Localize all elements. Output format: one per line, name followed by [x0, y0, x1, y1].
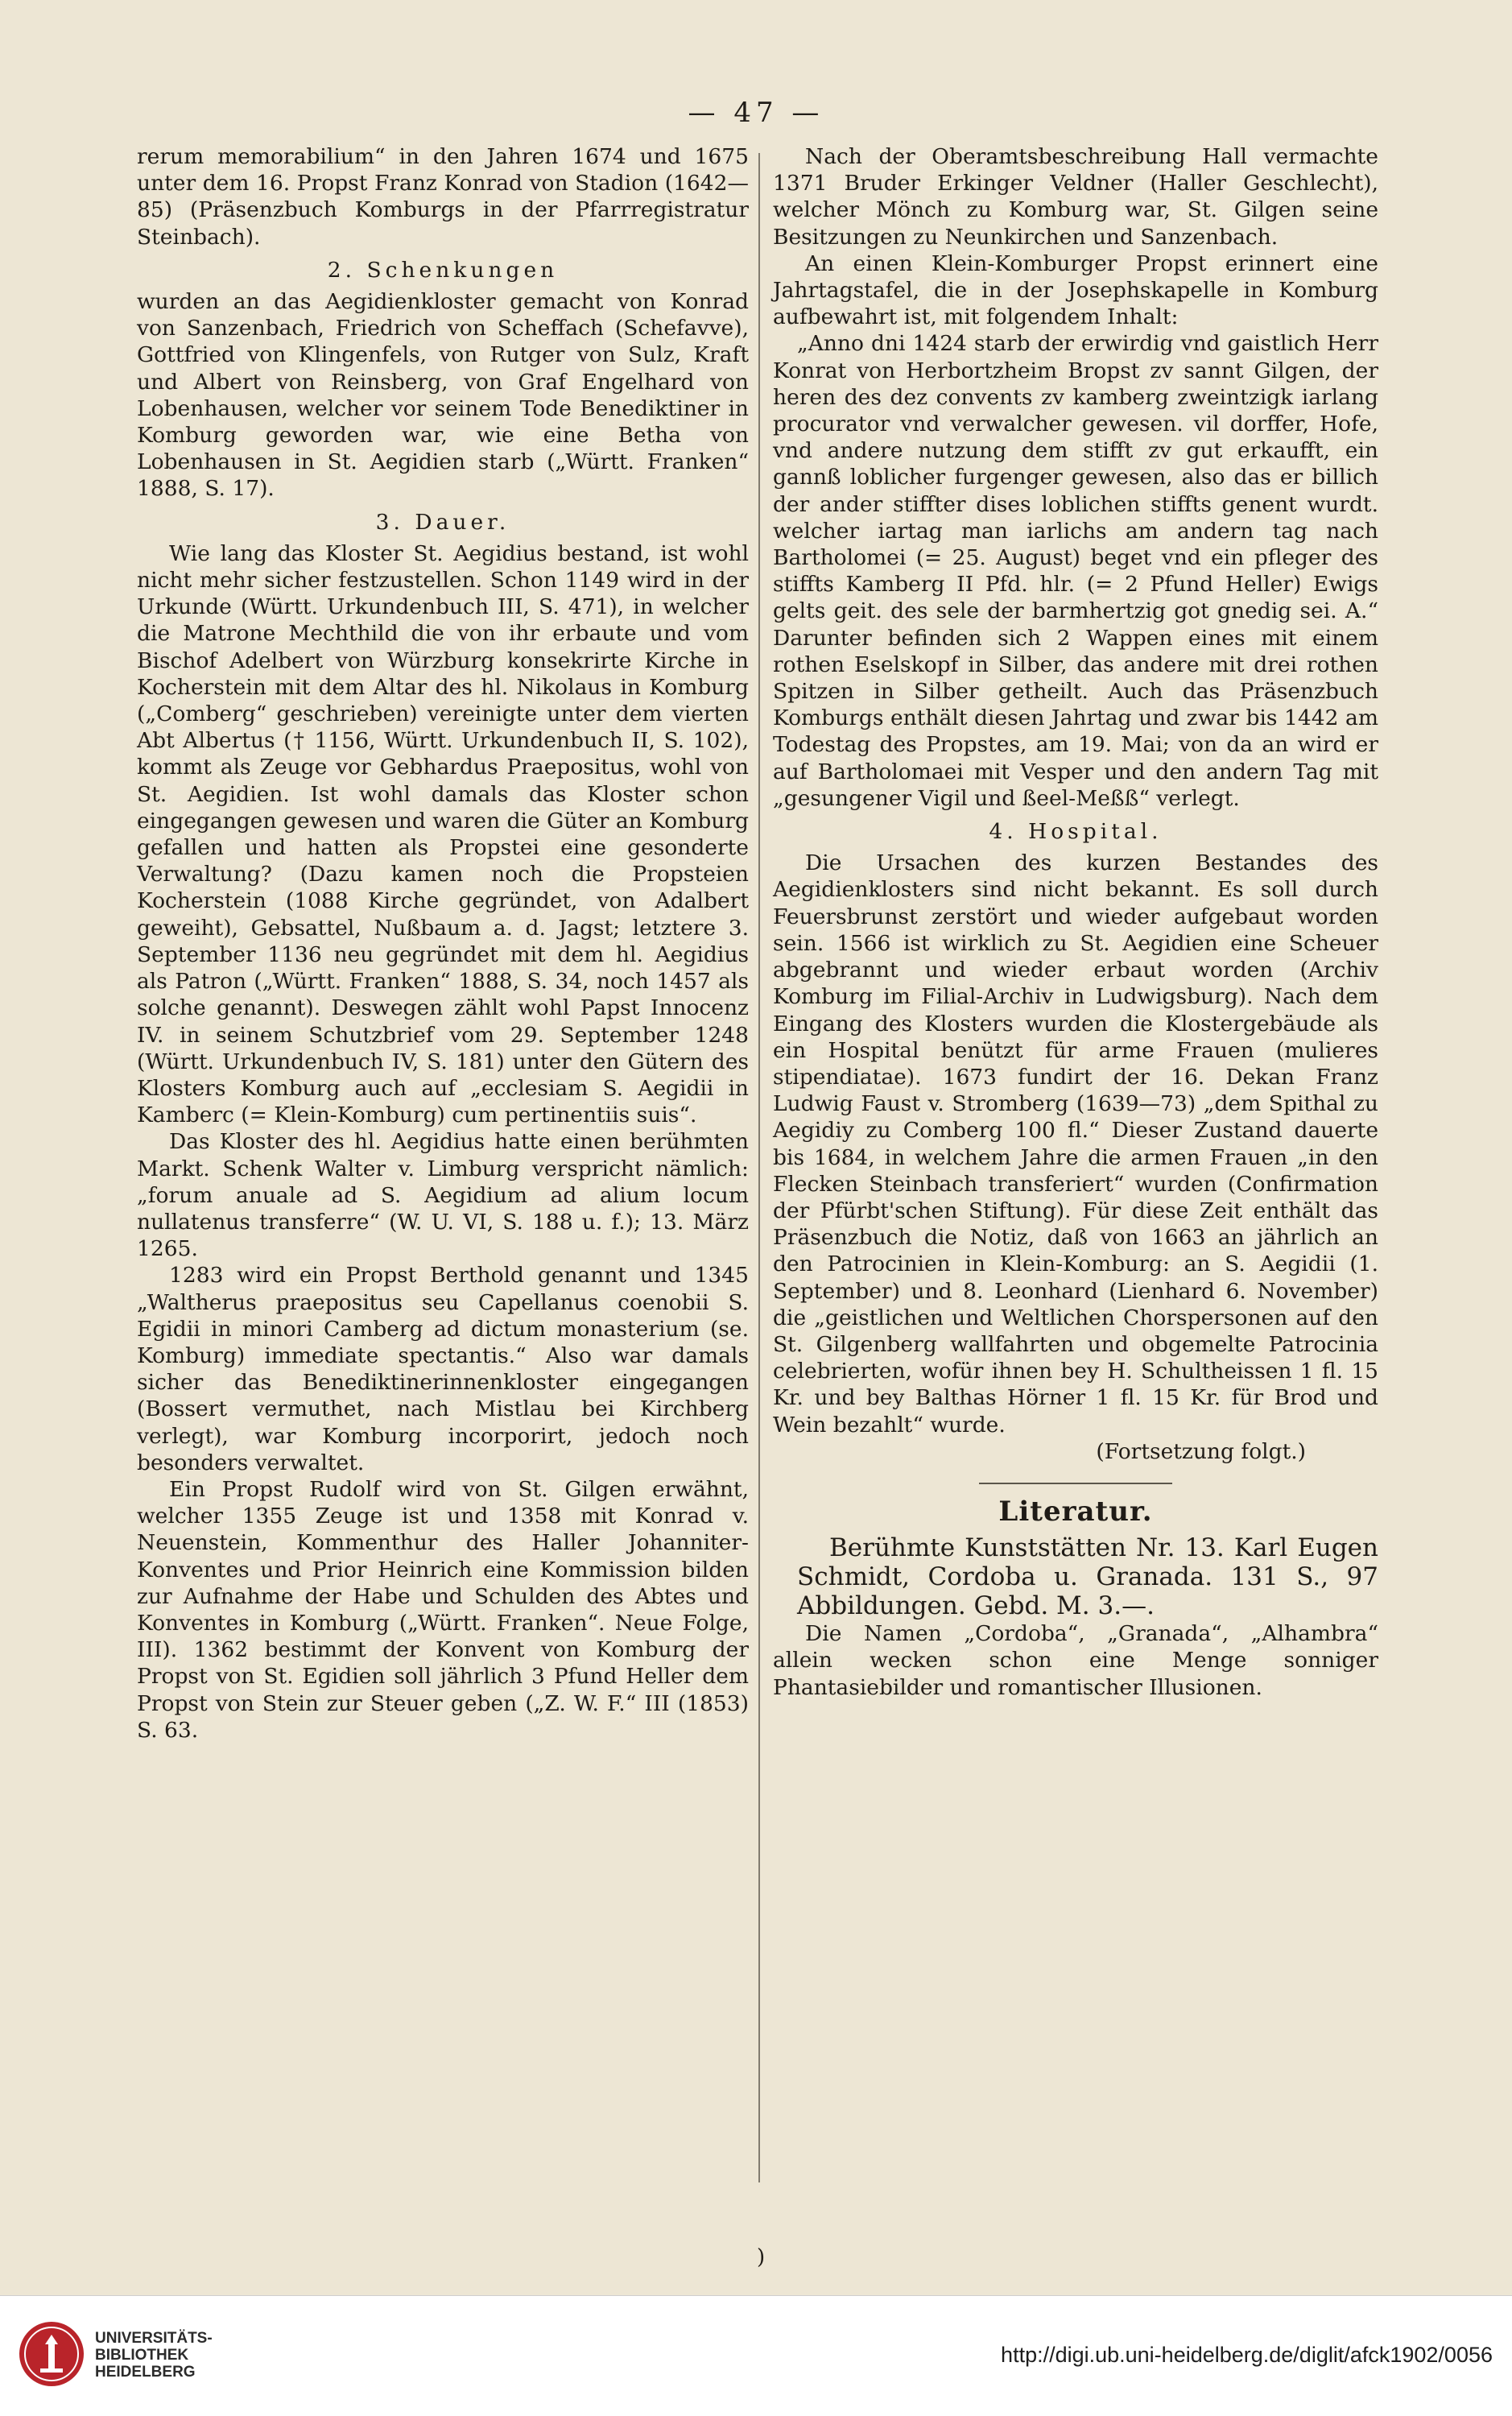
footer-bar: [0, 2295, 1512, 2416]
page-number: — 47 —: [688, 97, 824, 129]
library-logo-text: [95, 2330, 213, 2381]
paragraph: Die Namen „Cordoba“, „Granada“, „Alhambra“ allein wecken schon eine Menge sonniger Phantasiebilder und romantischer Illusionen.: [773, 1621, 1378, 1700]
section-heading: 2. Schenkungen: [327, 257, 559, 283]
paragraph: Wie lang das Kloster St. Aegidius bestand, ist wohl nicht mehr sicher festzustellen. Schon 1149 wird in der Urkunde (Württ. Urkundenbuch III, S. 471), in welcher die Matrone Mechthild die von ihr erbaute und vom Bischof Adelbert von Würzburg konsekrirte Kirche in Kocherstein mit dem Altar des hl. Nikolaus in Komburg („Comberg“ geschrieben) vereinigte unter dem vierten Abt Albertus († 1156, Württ. Urkundenbuch II, S. 102), kommt als Zeuge vor Gebhardus Praepositus, wohl von St. Aegidien. Ist wohl damals das Kloster schon eingegangen gewesen und waren die Güter an Komburg gefallen und hatten als Propstei eine gesonderte Verwaltung? (Dazu kamen noch die Propsteien Kocherstein (1088 Kirche gegründet, von Adalbert geweiht), Gebsattel, Nußbaum a. d. Jagst; letztere 3. September 1136 neu gegründet mit dem hl. Aegidius als Patron („Württ. Franken“ 1888, S. 34, noch 1457 als solche genannt). Deswegen zählt wohl Papst Innocenz IV. in seinem Schutzbrief vom 29. September 1248 (Württ. Urkundenbuch IV, S. 181) unter den Gütern des Klosters Komburg auch auf „ecclesiam S. Aegidii in Kamberc (= Klein-Komburg) cum pertinentiis suis“.: [137, 540, 749, 1128]
logo-line: UNIVERSITÄTS-: [95, 2330, 213, 2347]
paragraph: 1283 wird ein Propst Berthold genannt und 1345 „Waltherus praepositus seu Capellanus coenobii S. Egidii in minori Camberg ad dictum monasterium (se. Komburg) immediate spectantis.“ Also war damals sicher das Benediktinerinnenkloster eingegangen (Bossert vermuthet, nach Mistlau bei Kirchberg verlegt), war Komburg incorporirt, jedoch noch besonders verwaltet.: [137, 1263, 749, 1475]
section-heading: 4. Hospital.: [989, 819, 1163, 845]
paragraph: An einen Klein-Komburger Propst erinnert eine Jahrtagstafel, die in der Josephskapelle in Komburg aufbewahrt ist, mit folgendem Inhalt:: [773, 250, 1378, 330]
logo-line: BIBLIOTHEK: [95, 2347, 189, 2364]
seal-icon: [18, 2320, 85, 2388]
section-heading: 3. Dauer.: [375, 509, 510, 535]
paragraph: Nach der Oberamtsbeschreibung Hall vermachte 1371 Bruder Erkinger Veldner (Haller Geschlecht), welcher Mönch zu Komburg war, St. Gilgen seine Besitzungen zu Neunkirchen und Sanzenbach.: [773, 144, 1378, 250]
quote-paragraph: „Anno dni 1424 starb der erwirdig vnd gaistlich Herr Konrat von Herbortzheim Bropst zv sannt Gilgen, der heren des dez convents zv kamberg zweintzigk iarlang procurator vnd verwalcher gewesen. vil dorffer, Hofe, vnd andere nutzung dem stifft zv gut erkaufft, ein gannß loblicher furgenger gewesen, also das er billich der ander stiffter dises loblichen stiffts genent wurdt. welcher iartag man iarlichs am andern tag nach Bartholomei (= 25. August) beget vnd ein pfleger des stiffts Kamberg II Pfd. hlr. (= 2 Pfund Heller) Ewigs gelts geit. des sele der barmhertzig got gnedig sei. A.“ Darunter befinden sich 2 Wappen eines mit einem rothen Eselskopf in Silber, das andere mit drei rothen Spitzen in Silber getheilt. Auch das Präsenzbuch Komburgs enthält diesen Jahrtag und zwar bis 1442 am Todestag des Propstes, am 19. Mai; von da an wird er auf Bartholomaei mit Vesper und den andern Tag mit „gesungener Vigil und ßeel-Meßß“ verlegt.: [773, 331, 1378, 811]
left-column: [137, 143, 749, 1744]
source-url[interactable]: http://digi.ub.uni-heidelberg.de/diglit/afck1902/0056: [1001, 2343, 1493, 2367]
right-column: [773, 143, 1378, 1701]
paragraph: Das Kloster des hl. Aegidius hatte einen berühmten Markt. Schenk Walter v. Limburg verspricht nämlich: „forum anuale ad S. Aegidium ad alium locum nullatenus transferre“ (W. U. VI, S. 188 u. f.); 13. März 1265.: [137, 1129, 749, 1262]
paragraph: Ein Propst Rudolf wird von St. Gilgen erwähnt, welcher 1355 Zeuge ist und 1358 mit Konrad v. Neuenstein, Kommenthur des Haller Johanniter-Konventes und Prior Heinrich eine Kommission bilden zur Aufnahme der Habe und Schulden des Abtes und Konventes in Komburg („Württ. Franken“. Neue Folge, III). 1362 bestimmt der Konvent von Komburg der Propst von St. Egidien soll jährlich 3 Pfund Heller dem Propst von Stein zur Steuer geben („Z. W. F.“ III (1853) S. 63.: [137, 1476, 749, 1743]
continued-note: (Fortsetzung folgt.): [1096, 1438, 1306, 1464]
paragraph: Die Ursachen des kurzen Bestandes des Aegidienklosters sind nicht bekannt. Es soll durch Feuersbrunst zerstört und wieder aufgebaut worden sein. 1566 ist wirklich zu St. Aegidien eine Scheuer abgebrannt und wieder erbaut worden (Archiv Komburg im Filial-Archiv in Ludwigsburg). Nach dem Eingang des Klosters wurden die Klostergebäude als ein Hospital benützt für arme Frauen (mulieres stipendiatae). 1673 fundirt der 16. Dekan Franz Ludwig Faust v. Stromberg (1639—73) „dem Spithal zu Aegidiy zu Comberg 100 fl.“ Dieser Zustand dauerte bis 1684, in welchem Jahre die armen Frauen „in den Flecken Steinbach transferiert“ wurden (Confirmation der Pfürbt'schen Stiftung). Für diese Zeit enthält das Präsenzbuch die Notiz, daß von 1663 an jährlich an den Patrocinien in Klein-Komburg: an S. Aegidii (1. September) und 8. Leonhard (Lienhard 6. November) die „geistlichen und Weltlichen Chorspersonen auf den St. Gilgenberg wallfahrten und obgemelte Patrocinia celebrierten, wofür ihnen bey H. Schultheissen 1 fl. 15 Kr. und bey Balthas Hörner 1 fl. 15 Kr. für Brod und Wein bezahlt“ wurde.: [773, 850, 1378, 1438]
literature-heading: Literatur.: [998, 1495, 1153, 1528]
logo-line: HEIDELBERG: [95, 2364, 196, 2381]
bottom-mark: ): [757, 2245, 766, 2269]
separator-line: [979, 1483, 1172, 1484]
paragraph: wurden an das Aegidienkloster gemacht von Konrad von Sanzenbach, Friedrich von Scheffach (Schefavve), Gottfried von Klingenfels, von Rutger von Sulz, Kraft und Albert von Reinsberg, von Graf Engelhard von Lobenhausen, welcher vor seinem Tode Benediktiner in Komburg geworden war, wie eine Betha von Lobenhausen in St. Aegidien starb („Württ. Franken“ 1888, S. 17).: [137, 289, 749, 502]
column-divider: [758, 153, 760, 2182]
paragraph: rerum memorabilium“ in den Jahren 1674 und 1675 unter dem 16. Propst Franz Konrad von Stadion (1642—85) (Präsenzbuch Komburgs in der Pfarrregistratur Steinbach).: [137, 144, 749, 250]
literature-entry: Berühmte Kunststätten Nr. 13. Karl Eugen Schmidt, Cordoba u. Granada. 131 S., 97 Abbildungen. Gebd. M. 3.—.: [797, 1533, 1378, 1621]
